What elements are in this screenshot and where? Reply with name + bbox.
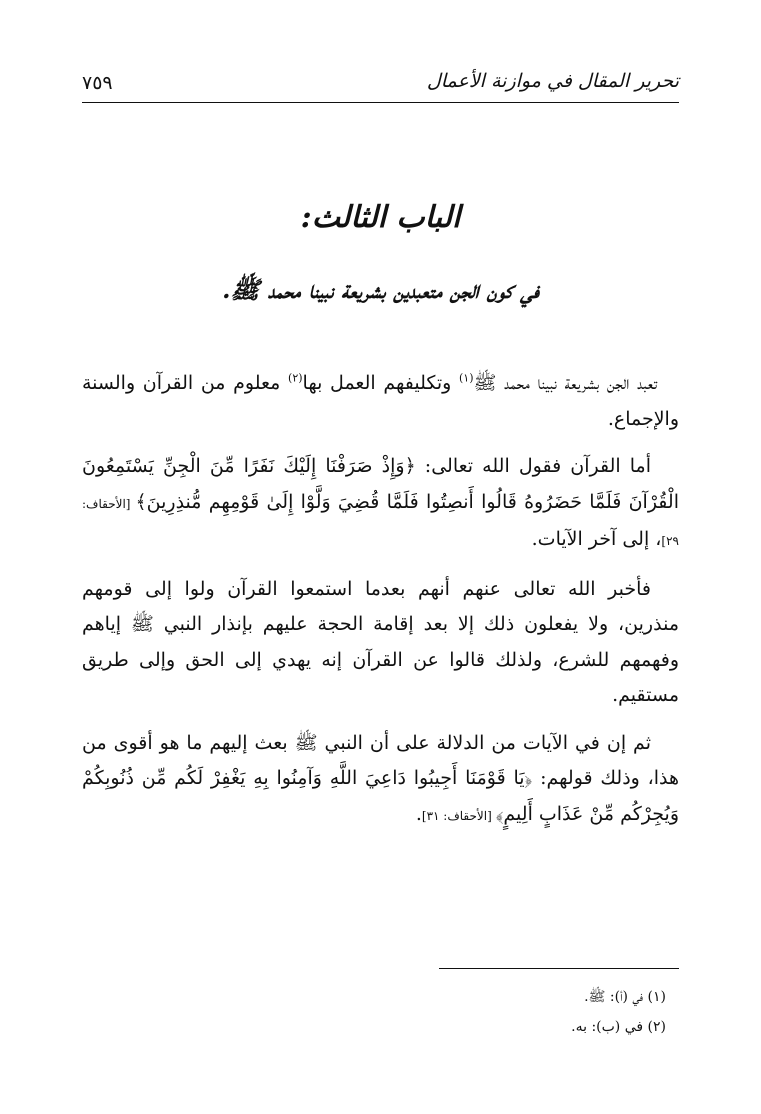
paragraph-text: تعبد الجن بشريعة نبينا محمد ﷺ	[473, 372, 657, 394]
paragraph-4	[82, 726, 679, 835]
paragraph-text: وتكليفهم العمل بها	[302, 372, 459, 394]
paragraph-text: أما القرآن فقول الله تعالى:	[415, 455, 651, 477]
paragraph-3: فأخبر الله تعالى عنهم أنهم بعدما استمعوا القرآن ولوا إلى قومهم منذرين، ولا يفعلون ذلك إلا بعد إقامة الحجة عليهم بإنذار النبي ﷺ إياهم وفهمهم للشرع، ولذلك قالوا عن القرآن إنه يهدي إلى الحق وإلى طريق مستقيم.	[82, 577, 679, 706]
footnote-marker-2: (٢)	[288, 371, 303, 385]
quran-verse: ﴿يَا قَوْمَنَا أَجِيبُوا دَاعِيَ اللَّهِ وَآمِنُوا بِهِ يَغْفِرْ لَكُم مِّن ذُنُوبِكُمْ وَيُجِرْكُم مِّنْ عَذَابٍ أَلِيمٍ﴾	[82, 767, 679, 825]
chapter-title: الباب الثالث:	[300, 200, 461, 235]
body-text	[82, 366, 679, 846]
running-header	[82, 66, 679, 102]
paragraph-text: ثم إن في الآيات من الدلالة على أن النبي ﷺ بعث إليهم ما هو أقوى من هذا، وذلك قولهم:	[82, 731, 680, 789]
paragraph-text: .	[415, 802, 422, 825]
header-divider	[82, 102, 679, 103]
footnote-divider	[439, 968, 679, 969]
page-number: ٧٥٩	[82, 72, 113, 94]
paragraph-2	[82, 449, 679, 560]
running-header-title: تحرير المقال في موازنة الأعمال	[426, 70, 679, 92]
paragraph-text: ، إلى آخر الآيات.	[531, 528, 662, 550]
footnote-1: (١) في (أ): ﷺ.	[584, 989, 666, 1005]
paragraph-1	[82, 366, 679, 437]
footnotes	[82, 982, 666, 1042]
footnote-marker-1: (١)	[458, 371, 474, 385]
quran-verse: ﴿وَإِذْ صَرَفْنَا إِلَيْكَ نَفَرًا مِّنَ الْجِنِّ يَسْتَمِعُونَ الْقُرْآنَ فَلَمَّا حَضَرُوهُ قَالُوا أَنصِتُوا فَلَمَّا قُضِيَ وَلَّوْا إِلَىٰ قَوْمِهِم مُّنذِرِينَ﴾	[82, 455, 679, 513]
verse-reference: [الأحقاف: ٢٩]	[82, 496, 679, 548]
chapter-subtitle: في كون الجن متعبدين بشريعة نبينا محمد ﷺ.	[222, 275, 539, 304]
verse-reference: [الأحقاف: ٣١]	[421, 808, 496, 823]
paragraph-text: معلوم من القرآن والسنة والإجماع.	[82, 372, 679, 430]
footnote-2: (٢) في (ب): به.	[571, 1019, 666, 1035]
